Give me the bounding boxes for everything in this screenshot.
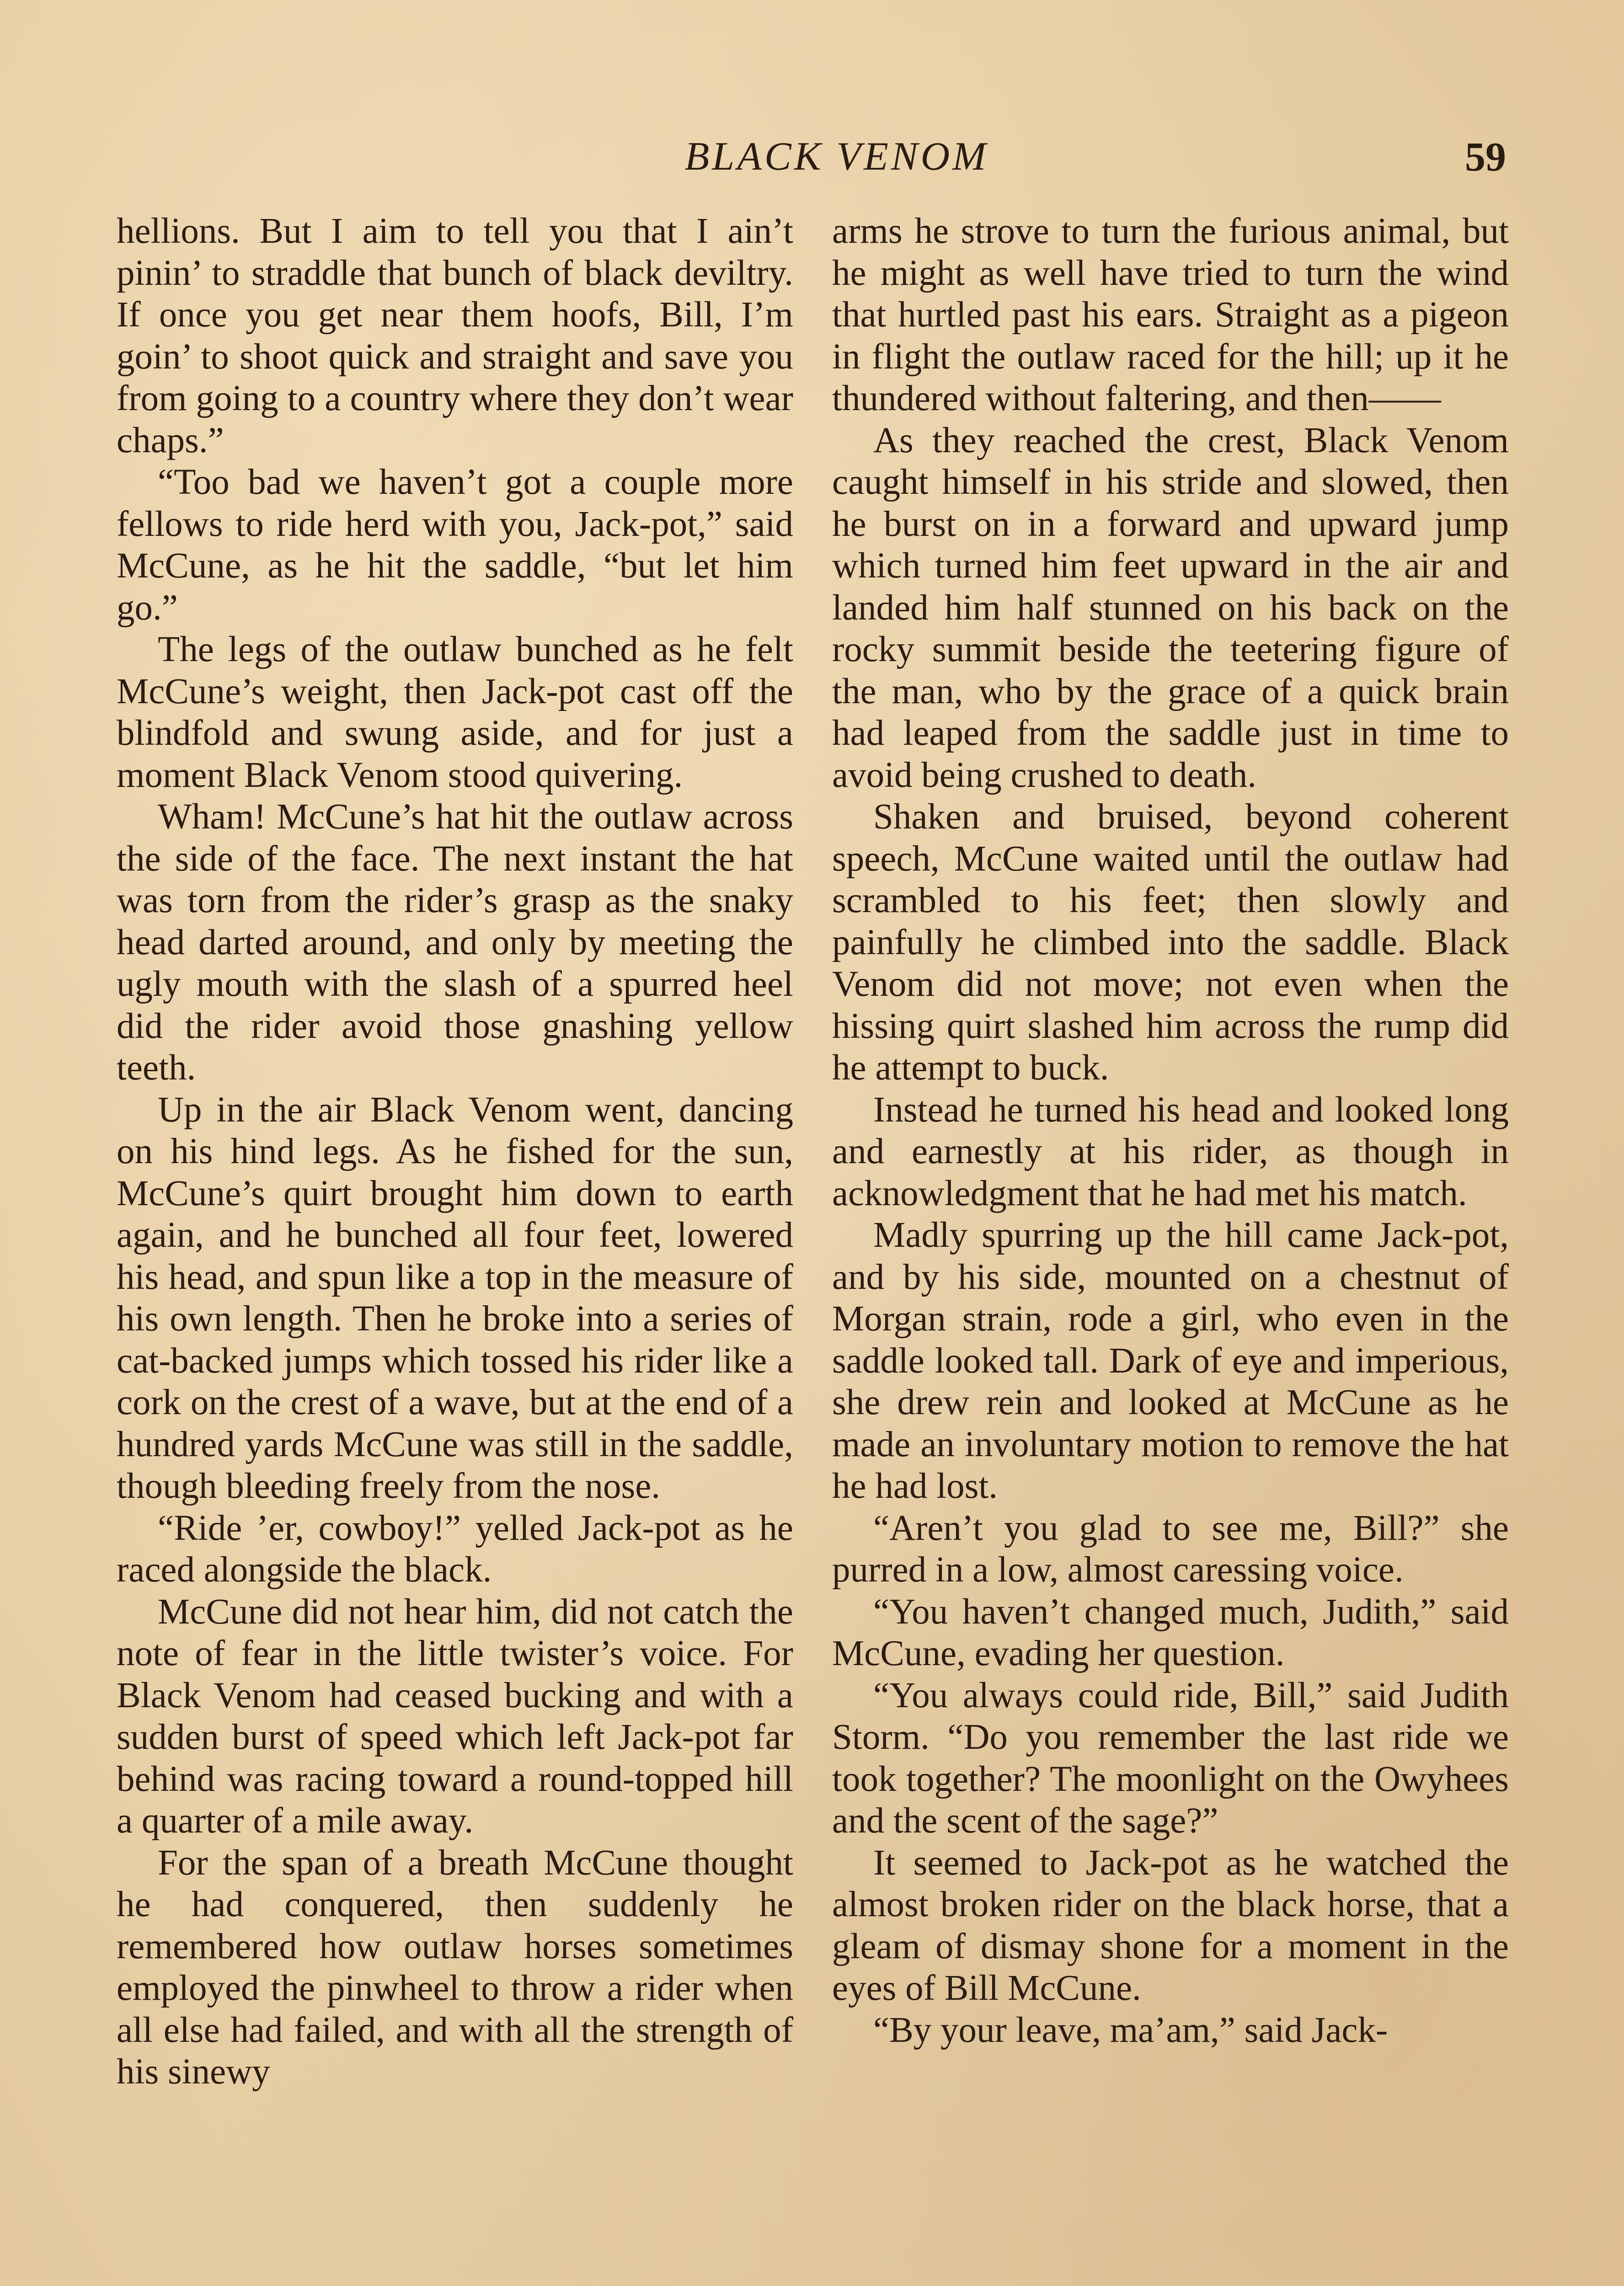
paragraph: For the span of a breath McCune thought he had conquered, then suddenly he remembered how outlaw horses sometimes employed the pinwheel to throw a rider when all else had failed, and with all the strength of his sinewy xyxy=(117,1843,793,2092)
right-text-column xyxy=(832,210,1509,2051)
paragraph: Up in the air Black Venom went, dancing on his hind legs. As he fished for the sun, McCune’s quirt brought him down to earth again, and he bunched all four feet, lowered his head, and spun like a top in the measure of his own length. Then he broke into a series of cat-backed jumps which tossed his rider like a cork on the crest of a wave, but at the end of a hundred yards McCune was still in the saddle, though bleeding freely from the nose. xyxy=(117,1090,793,1506)
paragraph: Madly spurring up the hill came Jack-pot, and by his side, mounted on a chestnut of Morgan strain, rode a girl, who even in the saddle looked tall. Dark of eye and imperious, she drew rein and looked at McCune as he made an involuntary motion to remove the hat he had lost. xyxy=(832,1215,1509,1506)
paragraph: McCune did not hear him, did not catch the note of fear in the little twister’s voice. For Black Venom had ceased bucking and with a sudden burst of speed which left Jack-pot far behind was racing toward a round-topped hill a quarter of a mile away. xyxy=(117,1592,793,1841)
paragraph: “Too bad we haven’t got a couple more fellows to ride herd with you, Jack-pot,” said McCune, as he hit the saddle, “but let him go.” xyxy=(117,462,793,628)
paragraph: “Aren’t you glad to see me, Bill?” she purred in a low, almost caressing voice. xyxy=(832,1508,1509,1590)
paragraph: “You always could ride, Bill,” said Judith Storm. “Do you remember the last ride we took together? The moonlight on the Owyhees and the scent of the sage?” xyxy=(832,1675,1509,1841)
running-header xyxy=(0,134,1624,184)
paragraph: Shaken and bruised, beyond coherent speech, McCune waited until the outlaw had scrambled to his feet; then slowly and painfully he climbed into the saddle. Black Venom did not move; not even when the hissing quirt slashed him across the rump did he attempt to buck. xyxy=(832,797,1509,1088)
paragraph: Wham! McCune’s hat hit the outlaw across the side of the face. The next instant the hat was torn from the rider’s grasp as the snaky head darted around, and only by meeting the ugly mouth with the slash of a spurred heel did the rider avoid those gnashing yellow teeth. xyxy=(117,797,793,1088)
paragraph: hellions. But I aim to tell you that I ain’t pinin’ to straddle that bunch of black deviltry. If once you get near them hoofs, Bill, I’m goin’ to shoot quick and straight and save you from going to a country where they don’t wear chaps.” xyxy=(117,211,793,460)
paragraph: Instead he turned his head and looked long and earnestly at his rider, as though in acknowledgment that he had met his match. xyxy=(832,1090,1509,1213)
page-number: 59 xyxy=(1465,134,1506,180)
paragraph: “Ride ’er, cowboy!” yelled Jack-pot as he raced alongside the black. xyxy=(117,1508,793,1590)
paragraph: “By your leave, ma’am,” said Jack- xyxy=(873,2010,1388,2050)
paragraph: “You haven’t changed much, Judith,” said McCune, evading her question. xyxy=(832,1592,1509,1673)
paragraph: arms he strove to turn the furious animal, but he might as well have tried to turn the wind that hurtled past his ears. Straight as a pigeon in flight the outlaw raced for the hill; up it he thundered without faltering, and then—— xyxy=(832,211,1509,418)
running-title: BLACK VENOM xyxy=(684,134,989,179)
paragraph: The legs of the outlaw bunched as he felt McCune’s weight, then Jack-pot cast off the blindfold and swung aside, and for just a moment Black Venom stood quivering. xyxy=(117,630,793,795)
paragraph: It seemed to Jack-pot as he watched the almost broken rider on the black horse, that a gleam of dismay shone for a moment in the eyes of Bill McCune. xyxy=(832,1843,1509,2008)
left-text-column xyxy=(117,210,793,2093)
paragraph: As they reached the crest, Black Venom caught himself in his stride and slowed, then he burst on in a forward and upward jump which turned him feet upward in the air and landed him half stunned on his back on the rocky summit beside the teetering figure of the man, who by the grace of a quick brain had leaped from the saddle just in time to avoid being crushed to death. xyxy=(832,420,1509,795)
